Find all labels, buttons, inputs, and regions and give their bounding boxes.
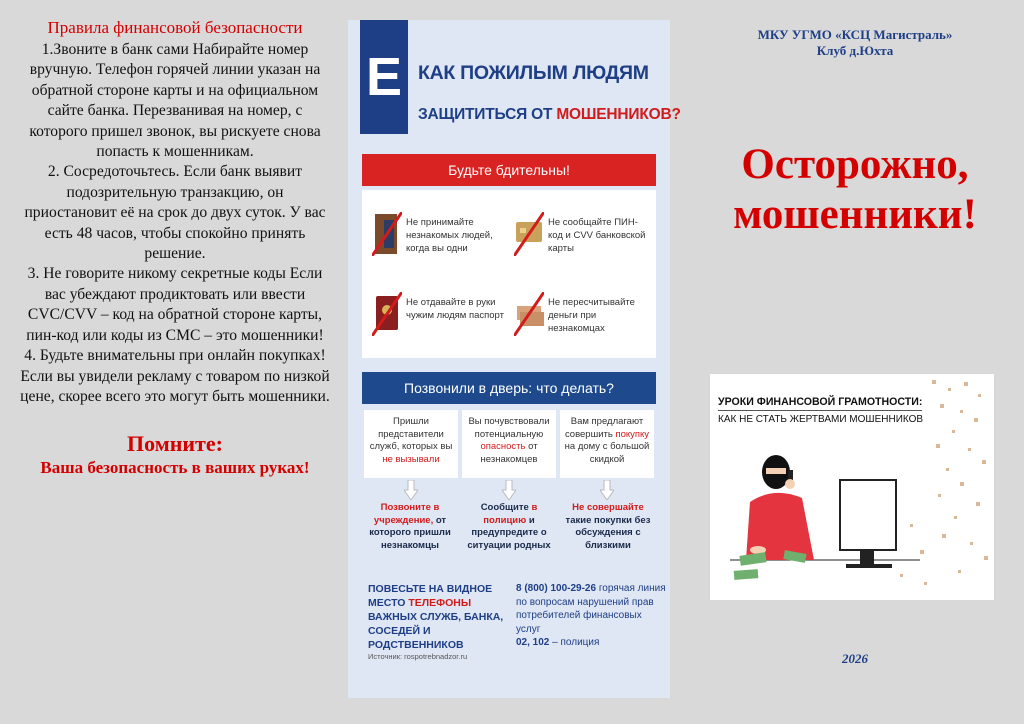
action-red-text: Позвоните в учреждение, [373,502,440,526]
safety-slogan: Ваша безопасность в ваших руках! [40,458,310,478]
card-red-text: опасность [480,441,526,452]
rule-paragraph: 2. Сосредоточьтесь. Если банк выявит подозрительную транзакцию, он приостановит её на срок до двух суток. У вас есть 48 часов, чтобы спокойно принять решение. [24,163,326,263]
arrow-down-icon [404,480,418,500]
heading-red-text: МОШЕННИКОВ? [556,106,681,123]
note-text: ВАЖНЫХ СЛУЖБ, БАНКА, СОСЕДЕЙ И РОДСТВЕННИКОВ [368,611,504,651]
door-action-text [560,502,656,552]
poster [348,20,681,698]
door-action-text [362,502,458,552]
door-situation-card [462,410,556,478]
police-text: – полиция [549,637,600,648]
action-text: такие покупки без обсуждения с близкими [565,514,651,551]
action-text: Сообщите [480,502,532,513]
rules-title: Правила финансовой безопасности [47,18,303,37]
poster-heading-line1: КАК ПОЖИЛЫМ ЛЮДЯМ [418,62,649,84]
door-action-text [461,502,557,552]
vigilant-panel [362,190,656,358]
lesson-subtitle: КАК НЕ СТАТЬ ЖЕРТВАМИ МОШЕННИКОВ [718,414,924,425]
note-red-text: ТЕЛЕФОНЫ [408,597,472,609]
door-situation-card [364,410,458,478]
hotline-info [516,582,666,650]
door-bar: Позвонили в дверь: что делать? [362,372,656,404]
headline-line1: Осторожно, [741,141,969,188]
arrow-down-icon [502,480,516,500]
headline-line2: мошенники! [733,191,977,238]
door-stranger-icon [372,212,402,256]
poster-heading-line2 [418,106,681,124]
police-number: 02, 102 [516,637,550,648]
heading-text: ЗАЩИТИТЬСЯ ОТ [418,106,557,123]
money-icon [514,292,544,336]
vigilant-item [508,202,648,272]
rule-paragraph: 3. Не говорите никому секретные коды Если вас убеждают продиктовать или ввести CVC/CVV – код на обратной стороне карты, пин-код или коды из СМС – это мошенники! [26,265,324,344]
action-text: от которого пришли незнакомцы [369,514,451,551]
source-note: Источник: rospotrebnadzor.ru [368,652,468,661]
poster-header [348,20,681,138]
organization-header [705,27,1005,59]
card-text: Пришли представители служб, которых вы [369,416,453,452]
vigilant-item [508,282,648,352]
card-text: на дому с большой скидкой [564,441,650,465]
vigilant-item-text: Не сообщайте ПИН-код и CVV банковской карты [548,217,646,254]
hotline-number: 8 (800) 100-29-26 [516,583,597,594]
important-phones-note [368,582,508,652]
vigilant-bar: Будьте бдительны! [362,154,656,186]
lesson-divider [718,410,922,411]
org-name: МКУ УГМО «КСЦ Магистраль» [757,27,953,42]
rule-paragraph: 1.Звоните в банк сами Набирайте номер вручную. Телефон горячей линии указан на обратной стороне карты и на официальном сайте банка. Перезванивая на номер, с которого пришел звонок, вы рискуете снова попасть к мошенникам. [29,41,321,161]
door-situation-card [560,410,654,478]
arrow-down-icon [600,480,614,500]
action-text: и предупредите о ситуации родных [467,514,551,551]
vigilant-item-text: Не пересчитывайте деньги при незнакомцах [548,297,635,334]
lesson-illustration [710,374,994,600]
vigilant-item [366,202,506,272]
card-text: от незнакомцев [480,441,538,465]
club-name: Клуб д.Юхта [816,43,894,58]
action-red-text: в полицию [483,502,538,526]
bank-card-icon [514,212,544,256]
card-text: Вы почувствовали потенциальную [468,416,550,440]
vigilant-item-text: Не принимайте незнакомых людей, когда вы одни [406,217,493,254]
vigilant-item [366,282,506,352]
note-text: ПОВЕСЬТЕ НА ВИДНОЕ МЕСТО [368,583,493,609]
letter-e-logo: Е [360,20,408,134]
rules-column [20,18,330,478]
remember-heading: Помните: [127,431,223,457]
main-headline [690,140,1020,240]
year-label: 2026 [842,651,868,666]
rule-paragraph: 4. Будьте внимательны при онлайн покупках! Если вы увидели рекламу с товаром по низкой цене, скорее всего это могут быть мошенники. [20,347,330,405]
card-red-text: покупку [615,428,650,440]
vigilant-item-text: Не отдавайте в руки чужим людям паспорт [406,297,504,321]
action-red-text: Не совершайте [572,502,644,513]
card-red-text: не вызывали [382,453,440,465]
hotline-text: горячая линия по вопросам нарушений прав потребителей финансовых услуг [516,583,666,635]
lesson-title: УРОКИ ФИНАНСОВОЙ ГРАМОТНОСТИ: [718,396,923,408]
card-text: Вам предлагают совершить [564,416,644,440]
passport-icon [372,292,402,336]
